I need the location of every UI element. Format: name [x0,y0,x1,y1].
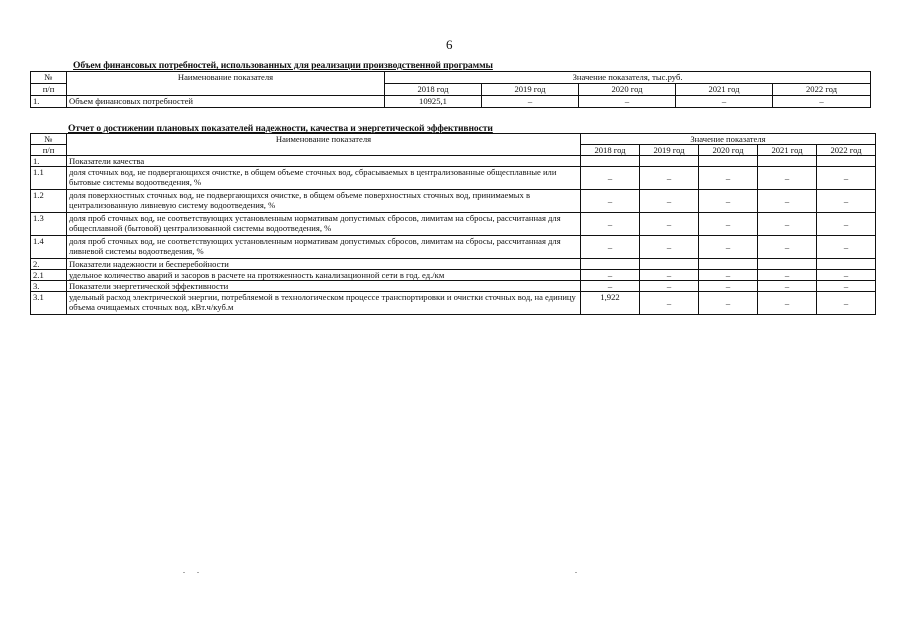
financial-needs-caption: Объем финансовых потребностей, использованных для реализации производственной программы [73,60,493,71]
row-value: – [817,213,876,236]
row-name: Объем финансовых потребностей [67,96,385,108]
row-value: – [817,236,876,259]
row-value: – [581,236,640,259]
row-value: – [699,292,758,315]
header-year: 2021 год [758,145,817,156]
row-value: – [640,292,699,315]
header-year: 2020 год [699,145,758,156]
row-value: – [699,270,758,281]
row-value: – [758,236,817,259]
scan-speck [575,572,577,573]
header-year: 2018 год [385,84,482,96]
section-row [31,156,876,167]
row-name: доля проб сточных вод, не соответствующих установленным нормативам допустимых сбросов, лимитам на сбросы, рассчитанная для общесплавной (бытовой) централизованной системы водоотведения, % [67,213,581,236]
row-name: доля сточных вод, не подвергающихся очистке, в общем объеме сточных вод, сбрасываемых в централизованные общесплавные или бытовые системы водоотведения, % [67,167,581,190]
row-value: – [817,270,876,281]
row-value: – [676,96,773,108]
row-num: 1.4 [31,236,67,259]
row-value: – [817,292,876,315]
scan-speck [197,572,199,573]
row-value: – [817,281,876,292]
header-year: 2020 год [579,84,676,96]
header-year: 2018 год [581,145,640,156]
row-value: – [640,281,699,292]
row-value: – [699,236,758,259]
header-year: 2022 год [773,84,871,96]
row-num: 3. [31,281,67,292]
row-value: – [758,167,817,190]
row-value: – [699,167,758,190]
row-name: доля поверхностных сточных вод, не подвергающихся очистке, в общем объеме поверхностных сточных вод, принимаемых в централизованную ливневую систему водоотведения, % [67,190,581,213]
row-name: удельное количество аварий и засоров в расчете на протяженность канализационной сети в год. ед./км [67,270,581,281]
table-row [31,236,876,259]
row-value: 10925,1 [385,96,482,108]
row-value: – [640,236,699,259]
row-value: – [579,96,676,108]
table-row [31,292,876,315]
row-value: – [640,270,699,281]
financial-needs-table [30,71,871,108]
row-value: – [758,213,817,236]
row-value: – [581,190,640,213]
row-name: Показатели энергетической эффективности [67,281,581,292]
row-value: 1,922 [581,292,640,315]
row-num: 3.1 [31,292,67,315]
row-value: – [773,96,871,108]
table-row [31,270,876,281]
header-year: 2019 год [482,84,579,96]
row-name: доля проб сточных вод, не соответствующих установленным нормативам допустимых сбросов, лимитам на сбросы, рассчитанная для ливневой системы водоотведения, % [67,236,581,259]
row-num: 1. [31,156,67,167]
header-value: Значение показателя [581,134,876,145]
table-row [31,167,876,190]
row-value: – [482,96,579,108]
row-value: – [581,167,640,190]
row-value: – [758,270,817,281]
header-num-sub: п/п [31,84,67,96]
row-name: Показатели качества [67,156,581,167]
row-value: – [758,292,817,315]
row-value: – [758,190,817,213]
row-value: – [640,167,699,190]
row-num: 1.3 [31,213,67,236]
row-value: – [699,213,758,236]
table-header-row [31,72,871,84]
header-indicator-name: Наименование показателя [67,134,581,156]
section-row [31,281,876,292]
row-value: – [758,281,817,292]
row-num: 2.1 [31,270,67,281]
row-value: – [699,281,758,292]
table-header-row [31,134,876,145]
table-row [31,190,876,213]
row-num: 1. [31,96,67,108]
row-value: – [640,213,699,236]
table-row [31,213,876,236]
row-name: удельный расход электрической энергии, потребляемой в технологическом процессе транспортировки и очистки сточных вод, на единицу объема очищаемых сточных вод, кВт.ч/куб.м [67,292,581,315]
page-number: 6 [446,37,453,52]
header-year: 2021 год [676,84,773,96]
row-value: – [640,190,699,213]
row-num: 1.1 [31,167,67,190]
header-num: № [31,134,67,145]
header-year: 2022 год [817,145,876,156]
row-num: 1.2 [31,190,67,213]
row-value: – [817,167,876,190]
table-row [31,96,871,108]
row-value: – [581,281,640,292]
header-num: № [31,72,67,84]
row-value: – [699,190,758,213]
section-row [31,259,876,270]
header-num-sub: п/п [31,145,67,156]
indicators-report-table [30,133,876,315]
row-value: – [581,270,640,281]
header-value: Значение показателя, тыс.руб. [385,72,871,84]
row-name: Показатели надежности и бесперебойности [67,259,581,270]
scan-speck [183,572,185,573]
row-value: – [581,213,640,236]
row-num: 2. [31,259,67,270]
row-value: – [817,190,876,213]
indicators-report-caption: Отчет о достижении плановых показателей надежности, качества и энергетической эффективности [68,123,493,134]
header-year: 2019 год [640,145,699,156]
header-indicator-name: Наименование показателя [67,72,385,96]
